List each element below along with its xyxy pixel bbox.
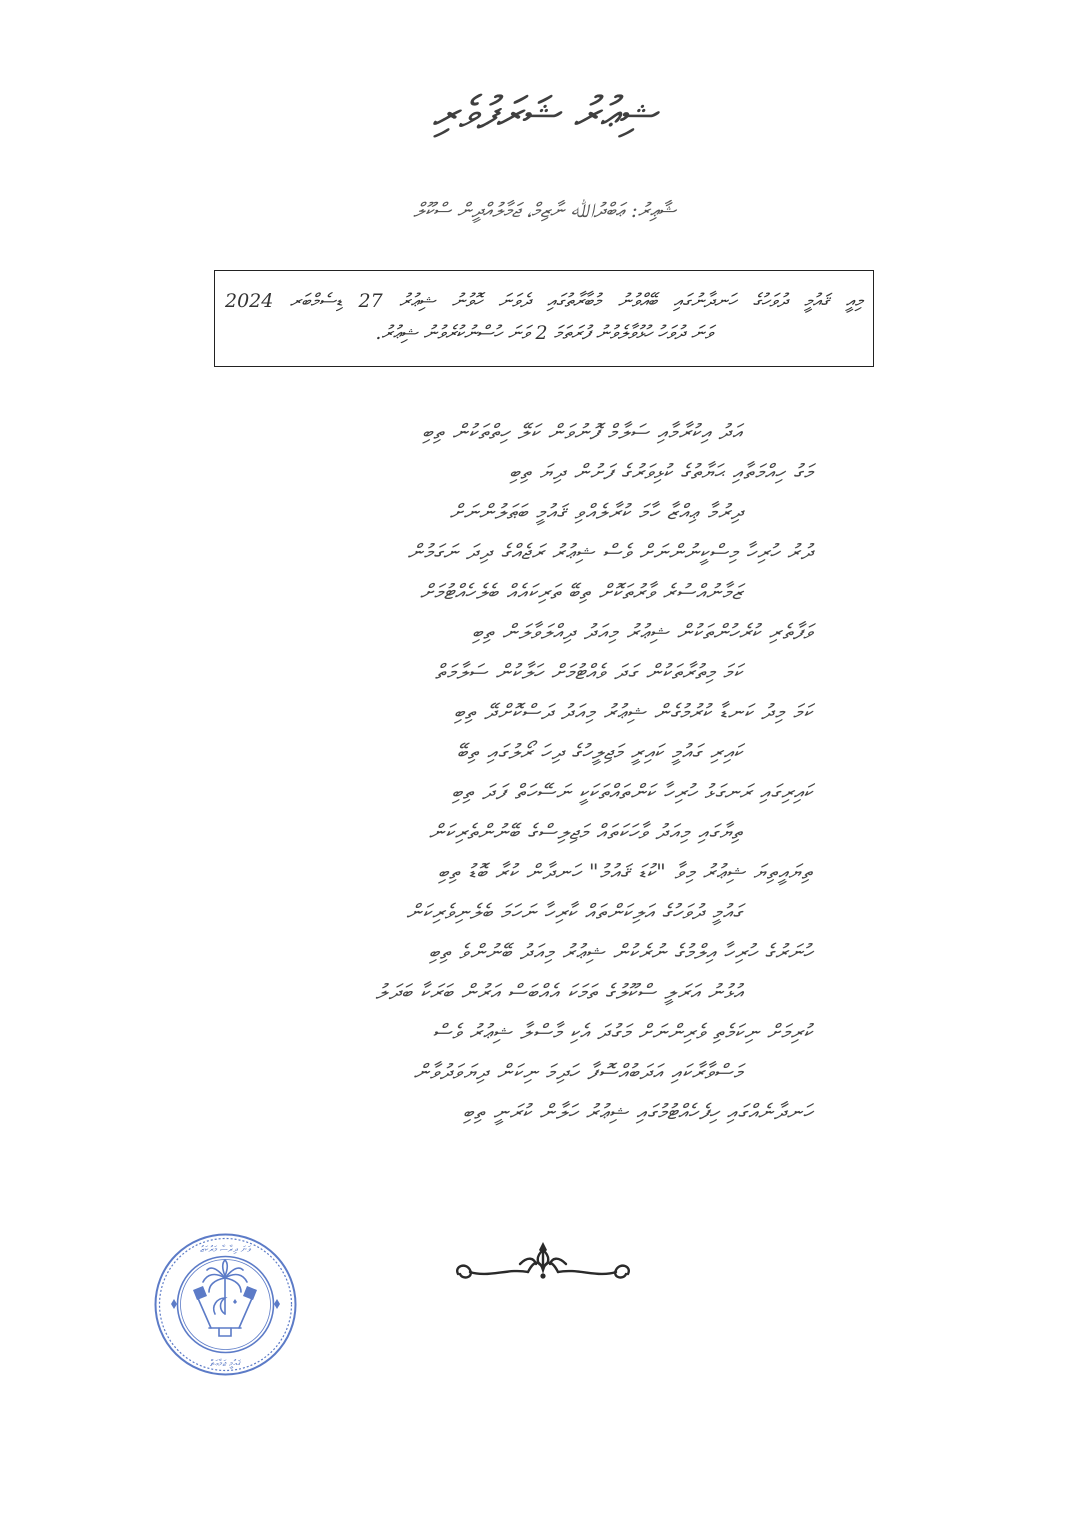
verse-line: މަގު ހިއްމަތާއި ޙަޔާތުގެ ކުޅިވަރުގެ ފަށުން ދިޔަ ތިބި	[509, 460, 813, 484]
verse-line: ކައިރިގައި ރަނގަޅު ހުރިހާ ކަންތައްތަކަކީ ނަސޭހަތް ފަދަ ތިބި	[451, 780, 813, 804]
seal-text-top: ވަނަ ދިރާސާ މަރުކަޒު	[200, 1245, 251, 1255]
author-line: ޝާޢިރު: ޢަބްދުﷲ ނާޒިމް، ޖަމާލުއްދީން ސްކޫލް	[413, 198, 676, 222]
verse-line: ހުނަރުގެ ހުރިހާ އިލްމުގެ ނުރެކުން ޝިޢުރު މިއަދު ބޭނުންވެ ތިބި	[428, 940, 813, 964]
notice-line-1: މިއީ ޤައުމީ ދުވަހުގެ ހަނދާނުގައި ބޭއްވުނު މުބާރާތުގައި ދެވަނަ ހޮވުނު ޝިޢުރު 27 ޑިސެމްބަރ 2024	[225, 290, 863, 312]
verse-line: ހަނދާނެއްގައި ހިފެހެއްޓުމުގައި ޝިޢުރު ހަލާން ކުރަނީ ތިބި	[462, 1100, 813, 1124]
poem-title: ޝިޢުރު ޝަރަފުވެރި	[432, 88, 657, 139]
verse-line: ތިޔާގައި މިއަދު ވާހަކަތައް މަޖިލިސްގެ ބޭނުންތެރިކަން	[428, 820, 743, 844]
verse-line: ދުރު ހުރިހާ މިސްކީނުންނަށް ވެސް ޝިޢުރު ރަޖެއްގެ ދިދަ ނަގަމުން	[407, 540, 813, 564]
verse-line: އުޅުނު އަރަލީ ސްކޫލުގެ ތަމަކަ އެއްބަސް އަރުން ބަރަކާ ބަދަލު	[375, 980, 743, 1004]
notice-line-2: ވަނަ ދުވަހު ހުޅުވާލެވުނު ފުރަތަމަ 2 ވަނަ ހުސްނުކުރެވުނު ޝިޢުރު.	[375, 322, 713, 344]
seal-text-bottom: ޤައުމީ ޖަމާޢަތް	[209, 1359, 242, 1369]
verse-line: ތިޔައީތިޔަ ޝިޢުރު މިވާ "ކުޑަ ޤައުމު" ހަނދާން ކުރާ ބޮޑު ތިބި	[437, 860, 813, 884]
verse-line: ކައިރި ގައުމީ ކައިރީ މަޖިލީހުގެ ދިހަ ރޯލުގައި ތިބޭ	[456, 740, 743, 764]
verse-line: އަދު އިކުރާމާއި ސަލާމް ފޮނުވަން ކަލޭ ހިތްތަކުން ތިބި	[422, 420, 743, 444]
official-seal-icon	[153, 1232, 298, 1377]
verse-line: ކަމަ މިތުރާތަކުން ގަދަ ވެއްޓުމަށް ހަލާކުން ސަލާމަތް	[434, 660, 743, 684]
verse-line: ވަފާތެރި ކުރެހުންތަކުން ޝިޢުރު މިއަދު ދިއްލަވާލަން ތިބި	[471, 620, 813, 644]
verse-line: މަސްވާރާކައި އަދަބުއްސޮފާ ހަދިމަ ނިކަން ދިޔަވަދުވާން	[413, 1060, 743, 1084]
verse-line: ކަމަ މިދު ކަނޑާ ކުރުމުގެން ޝިޢުރު މިއަދު ދަސްކޮށްދޭ ތިބި	[453, 700, 813, 724]
verse-line: ގައުމީ ދުވަހުގެ އަލިކަންތައް ކާރިހާ ނަހަމަ ބެލެނިވެރިކަން	[406, 900, 743, 924]
flourish-ornament-icon	[448, 1238, 638, 1294]
verse-line: ޒަމާނުއްސުރެ ވާރުތަކޮށް ތިބޭ ތަރިކައެއް ބެލެހެއްޓުމަށް	[420, 580, 743, 604]
verse-line: ދިރުމާ ޢިއްޒާ ހާމަ ކުރާލެއްވި ޤައުމީ ބަޠަލުންނަށް	[449, 500, 743, 524]
verse-line: ކުރިމަށް ނިކަމެތި ވެރިންނަށް މަގުދަ އެކި މާސްލާ ޝިޢުރު ވެސް	[432, 1020, 813, 1044]
